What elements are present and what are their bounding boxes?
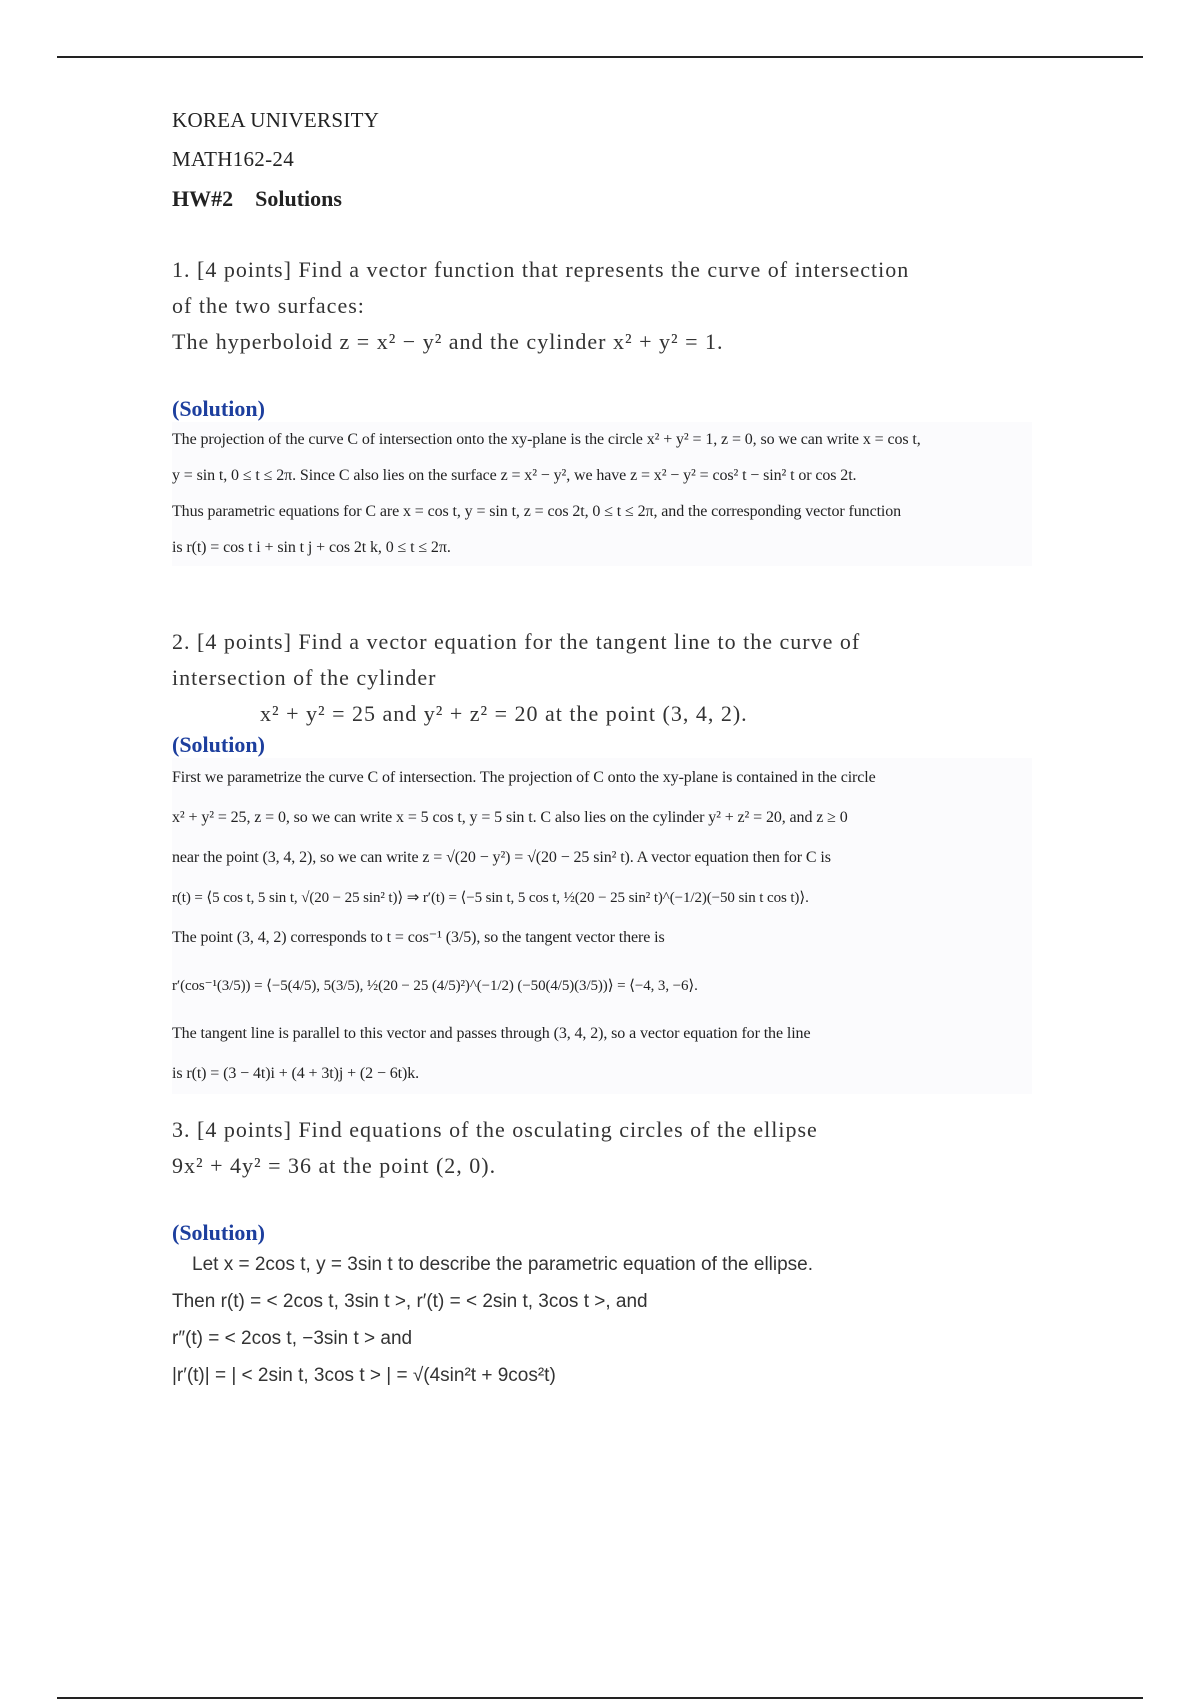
solution-line: y = sin t, 0 ≤ t ≤ 2π. Since C also lies on the surface z = x² − y², we have z = x² − y² = cos² t − sin² t or cos 2t. — [172, 467, 857, 484]
course-code: MATH162-24 — [172, 147, 294, 171]
solution-line: Thus parametric equations for C are x = cos t, y = sin t, z = cos 2t, 0 ≤ t ≤ 2π, and the corresponding vector function — [172, 503, 902, 520]
solution-line: x² + y² = 25, z = 0, so we can write x = 5 cos t, y = 5 sin t. C also lies on the cylinder y² + z² = 20, and z ≥ 0 — [172, 809, 848, 826]
problem-3-line-1: 3. [4 points] Find equations of the osculating circles of the ellipse — [172, 1117, 818, 1142]
problem-2-solution — [172, 758, 1032, 1094]
solution-line: near the point (3, 4, 2), so we can write z = √(20 − y²) = √(20 − 25 sin² t). A vector equation then for C is — [172, 849, 831, 866]
solution-line: r′(cos⁻¹(3/5)) = ⟨−5(4/5), 5(3/5), ½(20 − 25 (4/5)²)^(−1/2) (−50(4/5)(3/5))⟩ = ⟨−4, 3, −6⟩. — [172, 978, 698, 994]
problem-1-statement — [172, 252, 1032, 360]
solution-line: First we parametrize the curve C of intersection. The projection of C onto the xy-plane is contained in the circle — [172, 769, 876, 786]
solution-line: Then r(t) = < 2cos t, 3sin t >, r′(t) = < 2sin t, 3cos t >, and — [172, 1291, 648, 1312]
problem-1-line-3: The hyperboloid z = x² − y² and the cylinder x² + y² = 1. — [172, 329, 724, 354]
solution-line: The point (3, 4, 2) corresponds to t = cos⁻¹ (3/5), so the tangent vector there is — [172, 929, 665, 946]
title-text: Solutions — [255, 186, 342, 211]
solution-line: The tangent line is parallel to this vector and passes through (3, 4, 2), so a vector equation for the line — [172, 1025, 811, 1042]
problem-3-statement — [172, 1112, 1032, 1184]
document-page — [172, 108, 1032, 1394]
problem-2-solution-label: (Solution) — [172, 732, 265, 757]
problem-2-line-1: 2. [4 points] Find a vector equation for the tangent line to the curve of — [172, 629, 861, 654]
solution-line: is r(t) = (3 − 4t)i + (4 + 3t)j + (2 − 6t)k. — [172, 1065, 420, 1082]
solution-line: Let x = 2cos t, y = 3sin t to describe the parametric equation of the ellipse. — [192, 1254, 814, 1275]
solution-line: The projection of the curve C of intersection onto the xy-plane is the circle x² + y² = 1, z = 0, so we can write x = cos t, — [172, 431, 921, 448]
hw-number: HW#2 — [172, 186, 234, 211]
problem-1-solution-label: (Solution) — [172, 396, 265, 421]
bottom-rule — [57, 1697, 1143, 1699]
problem-2-statement — [172, 624, 1032, 732]
top-rule — [57, 56, 1143, 58]
university-name: KOREA UNIVERSITY — [172, 108, 380, 132]
problem-1-line-2: of the two surfaces: — [172, 293, 365, 318]
solution-line: r(t) = ⟨5 cos t, 5 sin t, √(20 − 25 sin² t)⟩ ⇒ r′(t) = ⟨−5 sin t, 5 cos t, ½(20 − 25 sin² t)^(−1/2)(−50 sin t cos t)⟩. — [172, 890, 809, 906]
page-title — [172, 186, 1032, 212]
problem-3-solution — [172, 1246, 1032, 1394]
problem-3-solution-label: (Solution) — [172, 1220, 265, 1245]
problem-1-line-1: 1. [4 points] Find a vector function that represents the curve of intersection — [172, 257, 910, 282]
problem-3-line-2: 9x² + 4y² = 36 at the point (2, 0). — [172, 1153, 497, 1178]
problem-2-line-2: intersection of the cylinder — [172, 665, 437, 690]
solution-line: |r′(t)| = | < 2sin t, 3cos t > | = √(4sin²t + 9cos²t) — [172, 1365, 556, 1386]
problem-1-solution — [172, 422, 1032, 566]
problem-2-line-3: x² + y² = 25 and y² + z² = 20 at the point (3, 4, 2). — [260, 701, 748, 726]
solution-line: is r(t) = cos t i + sin t j + cos 2t k, 0 ≤ t ≤ 2π. — [172, 539, 451, 556]
solution-line: r″(t) = < 2cos t, −3sin t > and — [172, 1328, 413, 1349]
